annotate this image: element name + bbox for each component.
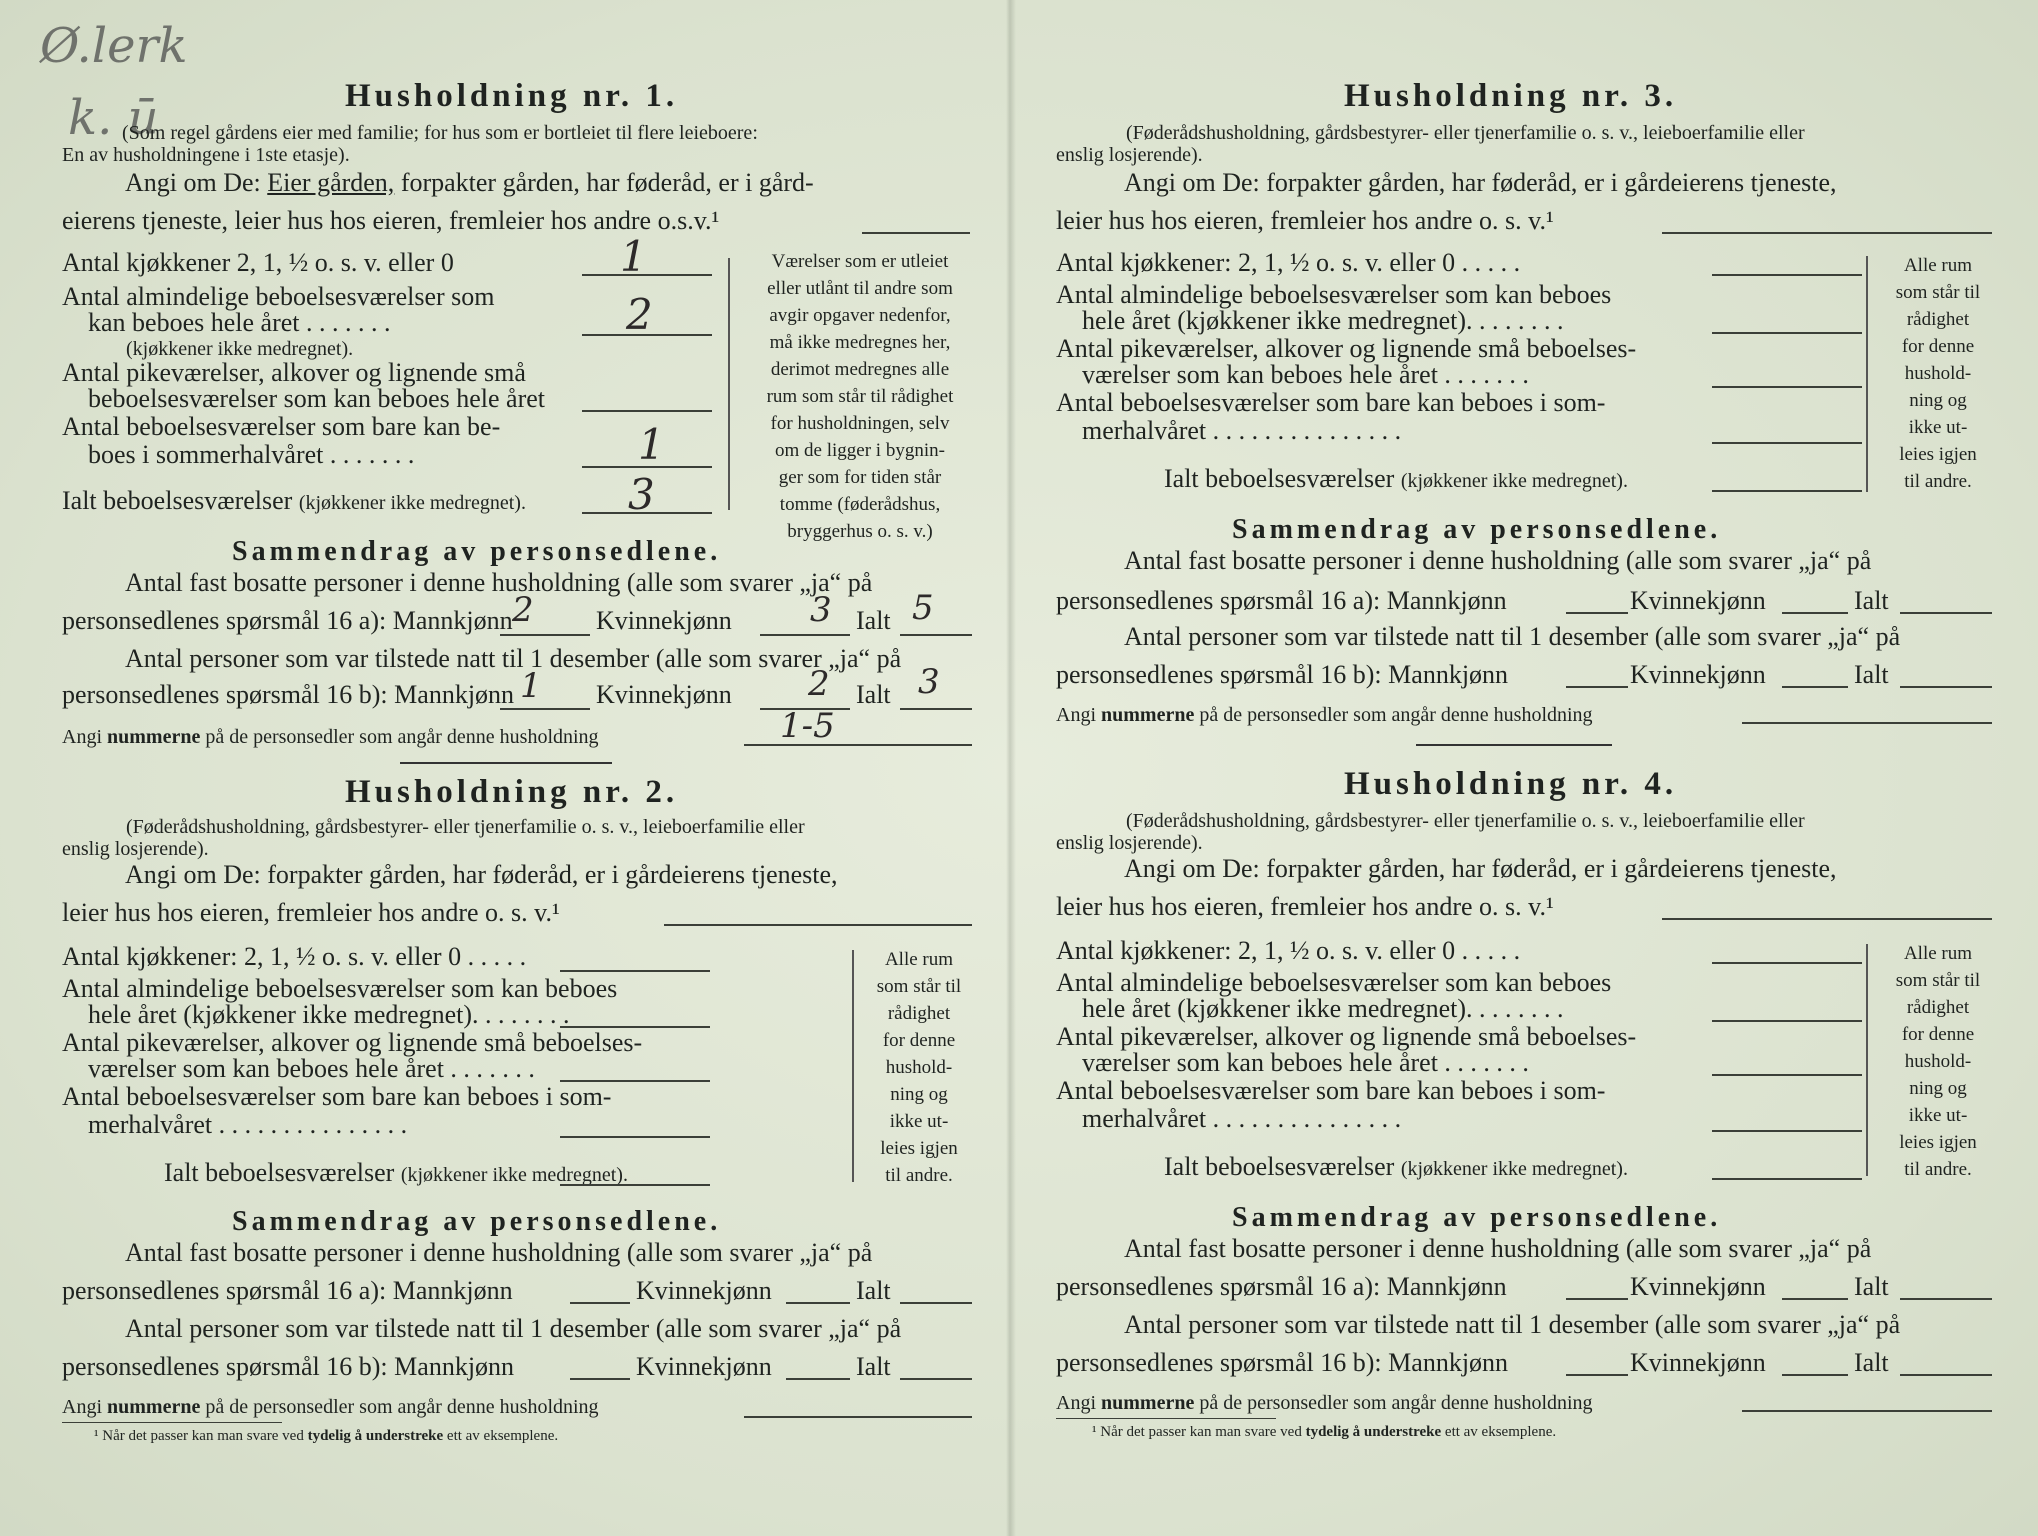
h1-brace: [728, 258, 730, 510]
h1-row-small-a: Antal pikeværelser, alkover og lignende små: [62, 358, 526, 387]
h1-row-kitchens: Antal kjøkkener 2, 1, ½ o. s. v. eller 0: [62, 248, 454, 277]
h4-s2-line-2: personsedlenes spørsmål 16 b): Mannkjønn: [1056, 1348, 1509, 1377]
h2-brace-line: rådighet: [887, 1003, 951, 1024]
h4-16b-female-rule: [1782, 1374, 1848, 1376]
h1-16a-total-label: Ialt: [856, 606, 891, 635]
h4-note-2: enslig losjerende).: [1056, 832, 1203, 854]
h4-brace-line: leies igjen: [1899, 1132, 1977, 1153]
h1-16a-male: 2: [512, 590, 534, 630]
h2-numbers-bold: nummerne: [107, 1396, 201, 1418]
h1-brace-line: må ikke medregnes her,: [769, 332, 951, 353]
h3-row-summer-a: Antal beboelsesværelser som bare kan beboes i som-: [1056, 388, 1606, 417]
h3-brace: [1866, 256, 1868, 492]
h3-title: Husholdning nr. 3.: [1344, 78, 1678, 114]
h4-rule-kitchens: [1712, 962, 1862, 964]
h1-angi-line-1: [125, 168, 814, 198]
h1-angi-rest: forpakter gården, har føderåd, er i gård-: [400, 168, 814, 197]
h2-angi-rule: [664, 924, 972, 926]
pencil-note-k: k. ū: [68, 90, 159, 146]
h4-brace-line: ikke ut-: [1908, 1105, 1968, 1126]
h2-row-rooms-b: hele året (kjøkkener ikke medregnet). . . . . . . .: [88, 1000, 570, 1029]
h2-title: Husholdning nr. 2.: [345, 774, 679, 810]
footnote-tail: ett av eksemplene.: [1444, 1424, 1557, 1440]
h4-16a-female-rule: [1782, 1298, 1848, 1300]
h4-row-rooms-b: hele året (kjøkkener ikke medregnet). . . . . . . .: [1082, 994, 1564, 1023]
h3-angi-1: Angi om De: forpakter gården, har føderåd, er i gårdeierens tjeneste,: [1124, 168, 1837, 197]
h1-row-total: [62, 486, 526, 516]
h2-rule-summer: [560, 1136, 710, 1138]
h2-brace-line: Alle rum: [884, 949, 954, 970]
h2-brace-line: ikke ut-: [889, 1111, 949, 1132]
h2-footnote-rule: [62, 1422, 282, 1423]
h1-numbers-text: på de personsedler som angår denne husholdning: [205, 726, 599, 748]
footnote-bold: tydelig å understreke: [1305, 1424, 1442, 1440]
h4-brace-line: som står til: [1895, 970, 1981, 991]
h4-rule-small: [1712, 1074, 1862, 1076]
h2-total-note: (kjøkkener ikke medregnet).: [400, 1164, 628, 1186]
h4-16a-female-label: Kvinnekjønn: [1630, 1272, 1766, 1301]
h1-brace-line: derimot medregnes alle: [770, 359, 950, 380]
h3-rule-rooms: [1712, 332, 1862, 334]
h3-rule-kitchens: [1712, 274, 1862, 276]
h3-angi-rule: [1662, 232, 1992, 234]
h2-brace-line: som står til: [876, 976, 962, 997]
h3-total-label: Ialt beboelsesværelser: [1164, 464, 1395, 493]
h3-s2-line-1: Antal personer som var tilstede natt til 1 desember (alle som svarer „ja“ på: [1124, 622, 1901, 651]
h4-rule-summer: [1712, 1130, 1862, 1132]
h1-angi-line-2: eierens tjeneste, leier hus hos eieren, fremleier hos andre o.s.v.¹: [62, 206, 720, 235]
h4-rule-rooms: [1712, 1020, 1862, 1022]
h3-brace-line: som står til: [1895, 282, 1981, 303]
h1-value-summer: 1: [638, 420, 665, 469]
h1-brace-line: avgir opgaver nedenfor,: [769, 305, 951, 326]
h3-rule-total: [1712, 490, 1862, 492]
h2-16a-total-rule: [900, 1302, 972, 1304]
footnote-text: ¹ Når det passer kan man svare ved: [94, 1428, 304, 1444]
h1-row-rooms-c: (kjøkkener ikke medregnet).: [126, 338, 354, 360]
h4-numbers-text: på de personsedler som angår denne husholdning: [1199, 1392, 1593, 1414]
h1-numbers-rule: [744, 744, 972, 746]
h3-16b-female-label: Kvinnekjønn: [1630, 660, 1766, 689]
h1-value-total: 3: [628, 470, 655, 519]
h4-s1-line-1: Antal fast bosatte personer i denne husholdning (alle som svarer „ja“ på: [1124, 1234, 1872, 1263]
h4-16a-total-rule: [1900, 1298, 1992, 1300]
h1-note-2: En av husholdningene i 1ste etasje).: [62, 144, 350, 166]
h4-row-rooms-a: Antal almindelige beboelsesværelser som kan beboes: [1056, 968, 1612, 997]
h1-row-summer-a: Antal beboelsesværelser som bare kan be-: [62, 412, 501, 441]
h2-16a-female-label: Kvinnekjønn: [636, 1276, 772, 1305]
h3-16b-male-rule: [1566, 686, 1628, 688]
h3-row-total: [1164, 464, 1628, 494]
h4-title: Husholdning nr. 4.: [1344, 766, 1678, 802]
h4-row-summer-a: Antal beboelsesværelser som bare kan beboes i som-: [1056, 1076, 1606, 1105]
h3-separator: [1416, 744, 1612, 746]
h1-s1-line-1: Antal fast bosatte personer i denne husholdning (alle som svarer „ja“ på: [125, 568, 873, 597]
h3-angi-2: leier hus hos eieren, fremleier hos andre o. s. v.¹: [1056, 206, 1554, 235]
h1-16a-female-label: Kvinnekjønn: [596, 606, 732, 635]
h1-16b-female-label: Kvinnekjønn: [596, 680, 732, 709]
h1-angi-prefix: Angi om De:: [125, 168, 261, 197]
h1-brace-line: rum som står til rådighet: [766, 386, 954, 407]
h4-angi-1: Angi om De: forpakter gården, har føderåd, er i gårdeierens tjeneste,: [1124, 854, 1837, 883]
h4-total-note: (kjøkkener ikke medregnet).: [1400, 1158, 1628, 1180]
h3-numbers-rule: [1742, 722, 1992, 724]
h1-16b-total: 3: [918, 662, 940, 702]
h2-16a-male-rule: [570, 1302, 630, 1304]
footnote-bold: tydelig å understreke: [307, 1428, 444, 1444]
h4-numbers-angi: Angi: [1056, 1392, 1096, 1414]
h2-brace-line: for denne: [882, 1030, 956, 1051]
h4-row-total: [1164, 1152, 1628, 1182]
h1-brace-line: bryggerhus o. s. v.): [787, 521, 933, 542]
h3-brace-note: [1878, 252, 1998, 495]
h4-angi-2: leier hus hos eieren, fremleier hos andre o. s. v.¹: [1056, 892, 1554, 921]
h3-16b-total-label: Ialt: [1854, 660, 1889, 689]
h4-brace-line: Alle rum: [1903, 943, 1973, 964]
h1-summary-heading: Sammendrag av personsedlene.: [232, 536, 722, 567]
h3-row-kitchens: Antal kjøkkener: 2, 1, ½ o. s. v. eller 0 . . . . .: [1056, 248, 1521, 277]
h2-angi-1: Angi om De: forpakter gården, har føderåd, er i gårdeierens tjeneste,: [125, 860, 838, 889]
h1-value-rooms: 2: [626, 290, 653, 339]
h1-rule-total: [582, 512, 712, 514]
h2-rule-kitchens: [560, 970, 710, 972]
h3-total-note: (kjøkkener ikke medregnet).: [1400, 470, 1628, 492]
h4-row-kitchens: Antal kjøkkener: 2, 1, ½ o. s. v. eller 0 . . . . .: [1056, 936, 1521, 965]
h1-s1-line-2: [62, 606, 513, 636]
h2-angi-2: leier hus hos eieren, fremleier hos andre o. s. v.¹: [62, 898, 560, 927]
h2-total-label: Ialt beboelsesværelser: [164, 1158, 395, 1187]
h3-16b-female-rule: [1782, 686, 1848, 688]
footnote-text: ¹ Når det passer kan man svare ved: [1092, 1424, 1302, 1440]
h4-footnote: [1092, 1424, 1556, 1441]
h4-summary-heading: Sammendrag av personsedlene.: [1232, 1202, 1722, 1233]
h3-note-2: enslig losjerende).: [1056, 144, 1203, 166]
h4-16b-female-label: Kvinnekjønn: [1630, 1348, 1766, 1377]
h3-brace-line: hushold-: [1904, 363, 1972, 384]
h3-rule-summer: [1712, 442, 1862, 444]
h1-title: Husholdning nr. 1.: [345, 78, 679, 114]
h4-numbers-line: [1056, 1392, 1593, 1415]
h3-numbers-line: [1056, 704, 1593, 727]
h1-16a-total-rule: [900, 634, 972, 636]
h3-16a-female-label: Kvinnekjønn: [1630, 586, 1766, 615]
h1-s1-label: personsedlenes spørsmål 16 a): Mannkjønn: [62, 606, 513, 635]
h2-16a-female-rule: [786, 1302, 850, 1304]
h1-row-small-b: beboelsesværelser som kan beboes hele året: [88, 384, 546, 413]
h1-numbers-bold: nummerne: [107, 726, 201, 748]
h2-brace-line: ning og: [890, 1084, 948, 1105]
h4-16b-total-label: Ialt: [1854, 1348, 1889, 1377]
h2-footnote: [94, 1428, 558, 1445]
h1-16a-male-rule: [500, 634, 590, 636]
h2-16a-total-label: Ialt: [856, 1276, 891, 1305]
h3-brace-line: Alle rum: [1903, 255, 1973, 276]
h4-16b-male-rule: [1566, 1374, 1628, 1376]
h2-16b-female-label: Kvinnekjønn: [636, 1352, 772, 1381]
h3-brace-line: ning og: [1909, 390, 1967, 411]
h3-row-rooms-a: Antal almindelige beboelsesværelser som kan beboes: [1056, 280, 1612, 309]
h2-numbers-angi: Angi: [62, 1396, 102, 1418]
footnote-tail: ett av eksemplene.: [446, 1428, 559, 1444]
h1-rule-kitchens: [582, 274, 712, 276]
h1-16b-total-label: Ialt: [856, 680, 891, 709]
h3-16a-total-rule: [1900, 612, 1992, 614]
h4-brace-line: ning og: [1909, 1078, 1967, 1099]
h3-row-summer-b: merhalvåret . . . . . . . . . . . . . . .: [1082, 416, 1402, 445]
h1-numbers-value: 1-5: [780, 706, 835, 746]
h1-brace-line: om de ligger i bygnin-: [775, 440, 945, 461]
h1-rule-rooms: [582, 334, 712, 336]
h4-numbers-rule: [1742, 1410, 1992, 1412]
h2-note-2: enslig losjerende).: [62, 838, 209, 860]
h3-s1-line-1: Antal fast bosatte personer i denne husholdning (alle som svarer „ja“ på: [1124, 546, 1872, 575]
h1-brace-line: for husholdningen, selv: [770, 413, 950, 434]
h3-brace-line: ikke ut-: [1908, 417, 1968, 438]
h1-16b-male-rule: [500, 708, 590, 710]
h4-angi-rule: [1662, 918, 1992, 920]
h2-row-small-a: Antal pikeværelser, alkover og lignende små beboelses-: [62, 1028, 643, 1057]
h1-numbers-angi: Angi: [62, 726, 102, 748]
h2-row-kitchens: Antal kjøkkener: 2, 1, ½ o. s. v. eller 0 . . . . .: [62, 942, 527, 971]
h2-brace-line: hushold-: [885, 1057, 953, 1078]
h1-16b-female: 2: [808, 664, 830, 704]
h2-brace: [852, 950, 854, 1182]
h1-brace-line: tomme (føderådshus,: [779, 494, 941, 515]
h2-s1-line-2: personsedlenes spørsmål 16 a): Mannkjønn: [62, 1276, 513, 1305]
h1-row-summer-b: boes i sommerhalvåret . . . . . . .: [88, 440, 415, 469]
h2-note-1: (Føderådshusholdning, gårdsbestyrer- eller tjenerfamilie o. s. v., leieboerfamilie eller: [126, 816, 805, 838]
h1-separator: [400, 762, 612, 764]
h4-16a-total-label: Ialt: [1854, 1272, 1889, 1301]
h4-total-label: Ialt beboelsesværelser: [1164, 1152, 1395, 1181]
h1-angi-line-rule: [862, 232, 970, 234]
h4-note-1: (Føderådshusholdning, gårdsbestyrer- eller tjenerfamilie o. s. v., leieboerfamilie eller: [1126, 810, 1805, 832]
h3-16b-total-rule: [1900, 686, 1992, 688]
h4-brace-line: for denne: [1901, 1024, 1975, 1045]
h1-numbers-line: [62, 726, 599, 749]
h2-row-summer-b: merhalvåret . . . . . . . . . . . . . . .: [88, 1110, 408, 1139]
h2-row-small-b: værelser som kan beboes hele året . . . . . . .: [88, 1054, 535, 1083]
h2-rule-total: [560, 1184, 710, 1186]
h4-brace: [1866, 944, 1868, 1176]
h3-summary-heading: Sammendrag av personsedlene.: [1232, 514, 1722, 545]
h3-numbers-bold: nummerne: [1101, 704, 1195, 726]
h4-brace-note: [1878, 940, 1998, 1183]
h1-s2-line-2: personsedlenes spørsmål 16 b): Mannkjønn: [62, 680, 515, 709]
right-page: [1014, 0, 2038, 1536]
h1-16b-total-rule: [900, 708, 972, 710]
h1-brace-note: [740, 248, 980, 545]
h4-brace-line: til andre.: [1904, 1159, 1972, 1180]
h3-numbers-text: på de personsedler som angår denne husholdning: [1199, 704, 1593, 726]
h1-brace-line: ger som for tiden står: [778, 467, 942, 488]
h2-16b-total-rule: [900, 1378, 972, 1380]
h4-row-small-b: værelser som kan beboes hele året . . . . . . .: [1082, 1048, 1529, 1077]
h3-brace-line: leies igjen: [1899, 444, 1977, 465]
h3-16a-female-rule: [1782, 612, 1848, 614]
left-page: [0, 0, 1010, 1536]
h3-row-small-b: værelser som kan beboes hele året . . . . . . .: [1082, 360, 1529, 389]
h1-brace-line: Værelser som er utleiet: [771, 251, 949, 272]
h1-16a-total: 5: [912, 588, 934, 628]
h3-brace-line: til andre.: [1904, 471, 1972, 492]
h3-rule-small: [1712, 386, 1862, 388]
h3-s1-line-2: personsedlenes spørsmål 16 a): Mannkjønn: [1056, 586, 1507, 615]
h2-summary-heading: Sammendrag av personsedlene.: [232, 1206, 722, 1237]
h1-value-kitchens: 1: [620, 232, 647, 281]
h1-angi-underlined-answer: Eier gården,: [267, 168, 395, 197]
h1-note-1: (Som regel gårdens eier med familie; for hus som er bortleiet til flere leieboere:: [122, 122, 758, 144]
h2-s1-line-1: Antal fast bosatte personer i denne husholdning (alle som svarer „ja“ på: [125, 1238, 873, 1267]
h2-16b-total-label: Ialt: [856, 1352, 891, 1381]
h1-16a-female-rule: [760, 634, 850, 636]
h1-16a-female: 3: [810, 590, 832, 630]
h2-row-total: [164, 1158, 628, 1188]
h4-numbers-bold: nummerne: [1101, 1392, 1195, 1414]
h2-s2-line-2: personsedlenes spørsmål 16 b): Mannkjønn: [62, 1352, 515, 1381]
h2-s2-line-1: Antal personer som var tilstede natt til 1 desember (alle som svarer „ja“ på: [125, 1314, 902, 1343]
pencil-note-top: Ø.lerk: [40, 18, 188, 74]
h3-16a-male-rule: [1566, 612, 1628, 614]
h4-brace-line: hushold-: [1904, 1051, 1972, 1072]
h3-numbers-angi: Angi: [1056, 704, 1096, 726]
h2-numbers-text: på de personsedler som angår denne husholdning: [205, 1396, 599, 1418]
h1-row-rooms-b: kan beboes hele året . . . . . . .: [88, 308, 391, 337]
h4-row-small-a: Antal pikeværelser, alkover og lignende små beboelses-: [1056, 1022, 1637, 1051]
h3-row-small-a: Antal pikeværelser, alkover og lignende små beboelses-: [1056, 334, 1637, 363]
h4-s2-line-1: Antal personer som var tilstede natt til 1 desember (alle som svarer „ja“ på: [1124, 1310, 1901, 1339]
h3-16a-total-label: Ialt: [1854, 586, 1889, 615]
h2-brace-line: til andre.: [885, 1165, 953, 1186]
h1-s2-line-1: Antal personer som var tilstede natt til 1 desember (alle som svarer „ja“ på: [125, 644, 902, 673]
h1-rule-small: [582, 410, 712, 412]
h2-row-summer-a: Antal beboelsesværelser som bare kan beboes i som-: [62, 1082, 612, 1111]
h2-numbers-line: [62, 1396, 599, 1419]
h4-row-summer-b: merhalvåret . . . . . . . . . . . . . . .: [1082, 1104, 1402, 1133]
h3-note-1: (Føderådshusholdning, gårdsbestyrer- eller tjenerfamilie o. s. v., leieboerfamilie eller: [1126, 122, 1805, 144]
h3-row-rooms-b: hele året (kjøkkener ikke medregnet). . . . . . . .: [1082, 306, 1564, 335]
h1-total-label: Ialt beboelsesværelser: [62, 486, 293, 515]
h4-footnote-rule: [1056, 1418, 1276, 1419]
h1-16b-male: 1: [520, 666, 542, 706]
h4-16b-total-rule: [1900, 1374, 1992, 1376]
h4-brace-line: rådighet: [1906, 997, 1970, 1018]
h1-total-note: (kjøkkener ikke medregnet).: [298, 492, 526, 514]
h1-brace-line: eller utlånt til andre som: [767, 278, 953, 299]
h2-numbers-rule: [744, 1416, 972, 1418]
h3-brace-line: rådighet: [1906, 309, 1970, 330]
h2-brace-line: leies igjen: [880, 1138, 958, 1159]
h2-row-rooms-a: Antal almindelige beboelsesværelser som kan beboes: [62, 974, 618, 1003]
h2-brace-note: [864, 946, 974, 1189]
h2-16b-male-rule: [570, 1378, 630, 1380]
h3-brace-line: for denne: [1901, 336, 1975, 357]
h4-rule-total: [1712, 1178, 1862, 1180]
h1-row-rooms-a: Antal almindelige beboelsesværelser som: [62, 282, 495, 311]
h4-s1-line-2: personsedlenes spørsmål 16 a): Mannkjønn: [1056, 1272, 1507, 1301]
h4-16a-male-rule: [1566, 1298, 1628, 1300]
h3-s2-line-2: personsedlenes spørsmål 16 b): Mannkjønn: [1056, 660, 1509, 689]
h2-16b-female-rule: [786, 1378, 850, 1380]
h1-rule-summer: [582, 466, 712, 468]
